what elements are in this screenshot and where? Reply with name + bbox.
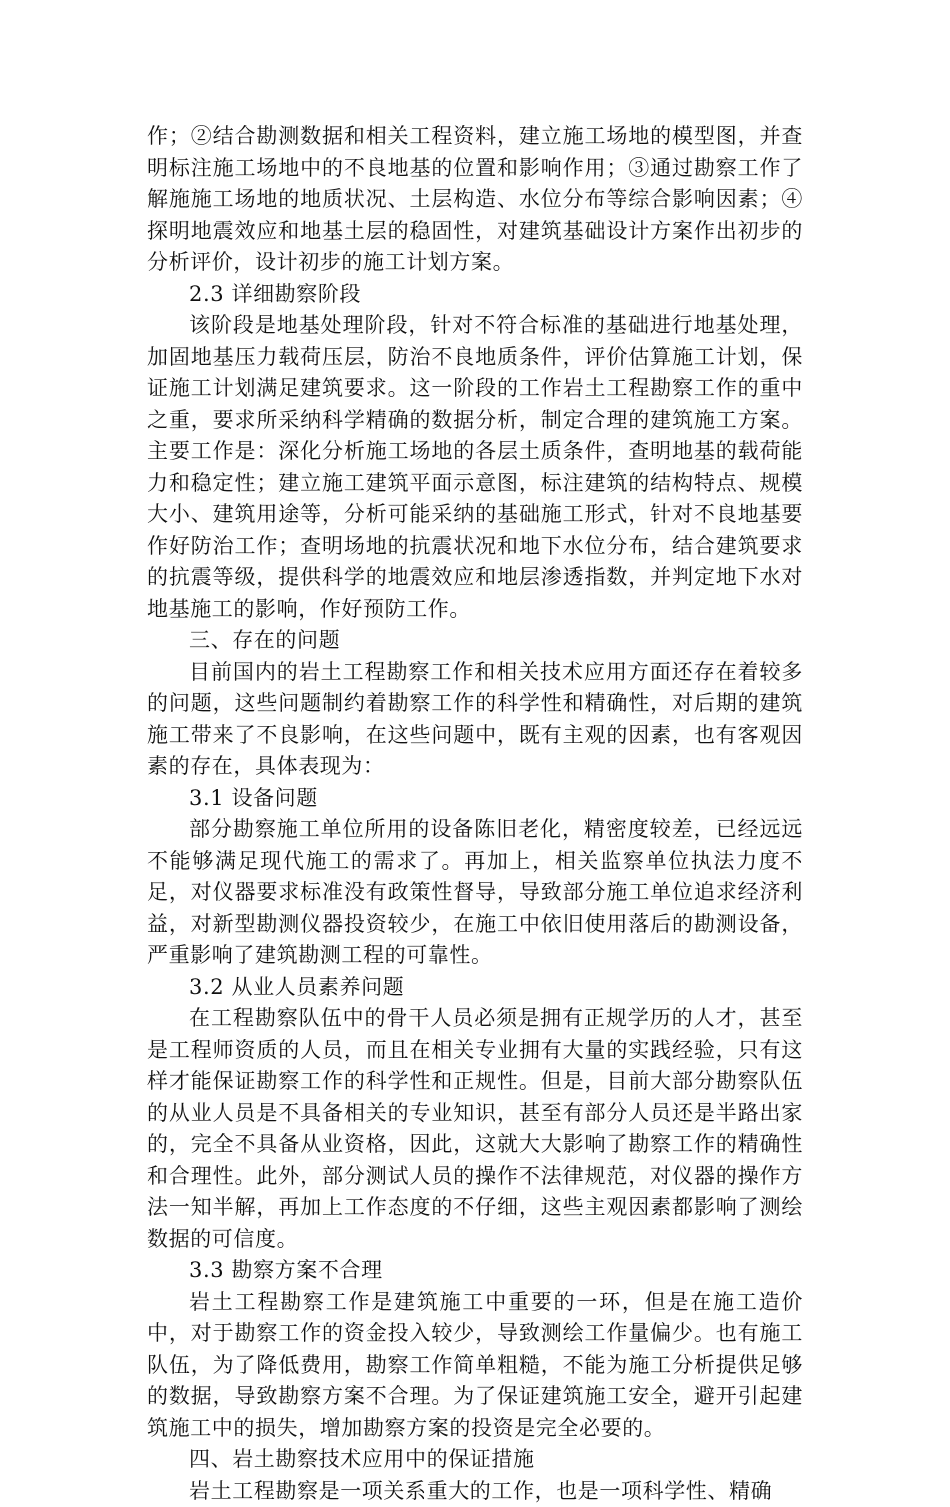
paragraph-equipment: 部分勘察施工单位所用的设备陈旧老化，精密度较差，已经远远不能够满足现代施工的需求了。再加上，相关监察单位执法力度不足，对仪器要求标准没有政策性督导，导致部分施工单位追求经济利益，对新型勘测仪器投资较少，在施工中依旧使用落后的勘测设备，严重影响了建筑勘测工程的可靠性。 (147, 814, 803, 972)
section-heading-2-3: 2.3 详细勘察阶段 (147, 279, 803, 311)
document-page (147, 121, 803, 1507)
paragraph-continuation: 作；②结合勘测数据和相关工程资料，建立施工场地的模型图，并查明标注施工场地中的不良地基的位置和影响作用；③通过勘察工作了解施施工场地的地质状况、土层构造、水位分布等综合影响因素；④探明地震效应和地基土层的稳固性，对建筑基础设计方案作出初步的分析评价，设计初步的施工计划方案。 (147, 121, 803, 279)
section-heading-3-2: 3.2 从业人员素养问题 (147, 972, 803, 1004)
paragraph-detailed-survey: 该阶段是地基处理阶段，针对不符合标准的基础进行地基处理，加固地基压力载荷压层，防治不良地质条件，评价估算施工计划，保证施工计划满足建筑要求。这一阶段的工作岩土工程勘察工作的重中之重，要求所采纳科学精确的数据分析，制定合理的建筑施工方案。主要工作是：深化分析施工场地的各层土质条件，查明地基的载荷能力和稳定性；建立施工建筑平面示意图，标注建筑的结构特点、规模大小、建筑用途等，分析可能采纳的基础施工形式，针对不良地基要作好防治工作；查明场地的抗震状况和地下水位分布，结合建筑要求的抗震等级，提供科学的地震效应和地层渗透指数，并判定地下水对地基施工的影响，作好预防工作。 (147, 310, 803, 625)
section-heading-3-1: 3.1 设备问题 (147, 783, 803, 815)
section-heading-4: 四、岩土勘察技术应用中的保证措施 (147, 1444, 803, 1476)
section-heading-3-3: 3.3 勘察方案不合理 (147, 1255, 803, 1287)
paragraph-problems-intro: 目前国内的岩土工程勘察工作和相关技术应用方面还存在着较多的问题，这些问题制约着勘察工作的科学性和精确性，对后期的建筑施工带来了不良影响，在这些问题中，既有主观的因素，也有客观因素的存在，具体表现为： (147, 657, 803, 783)
paragraph-survey-plan: 岩土工程勘察工作是建筑施工中重要的一环，但是在施工造价中，对于勘察工作的资金投入较少，导致测绘工作量偏少。也有施工队伍，为了降低费用，勘察工作简单粗糙，不能为施工分析提供足够的数据，导致勘察方案不合理。为了保证建筑施工安全，避开引起建筑施工中的损失，增加勘察方案的投资是完全必要的。 (147, 1287, 803, 1445)
paragraph-measures: 岩土工程勘察是一项关系重大的工作，也是一项科学性、精确 (147, 1476, 803, 1507)
section-heading-3: 三、存在的问题 (147, 625, 803, 657)
paragraph-personnel: 在工程勘察队伍中的骨干人员必须是拥有正规学历的人才，甚至是工程师资质的人员，而且在相关专业拥有大量的实践经验，只有这样才能保证勘察工作的科学性和正规性。但是，目前大部分勘察队伍的从业人员是不具备相关的专业知识，甚至有部分人员还是半路出家的，完全不具备从业资格，因此，这就大大影响了勘察工作的精确性和合理性。此外，部分测试人员的操作不法律规范，对仪器的操作方法一知半解，再加上工作态度的不仔细，这些主观因素都影响了测绘数据的可信度。 (147, 1003, 803, 1255)
